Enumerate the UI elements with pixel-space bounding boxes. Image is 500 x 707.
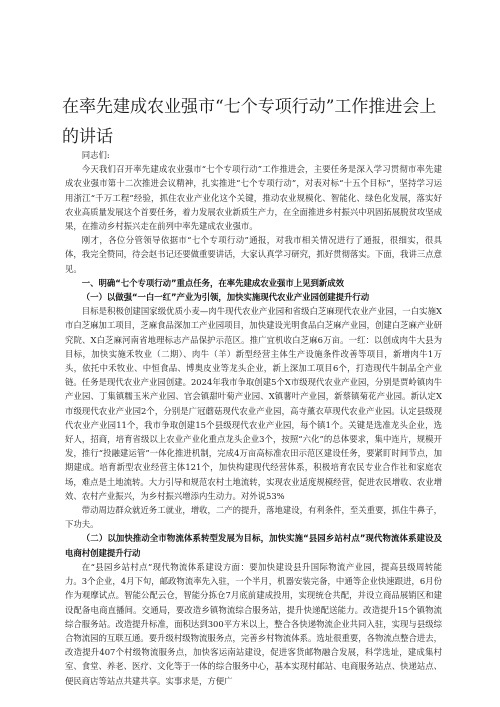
subsection-heading: （一）以做强“一白一红”产业为引领，加快实施现代农业产业园创建提升行动 (81, 292, 370, 303)
salutation: 同志们: (81, 150, 110, 160)
paragraph: 在“县园乡站村点”现代物流体系建设方面：要加快建设县升国际物流产业园，提高县级周转能力。3个企业，4月下旬，邮政物流率先入驻，一个半月，机器安装完备，中通等企业快速跟进，6月份作为观摩试点。智能公配云仓，智能分拣仓7月底前建成投用，实现统仓共配，并设立商品展销区和建设配备电商直播间。交通局，要改造乡镇物流综合服务站，提升快递配送能力。改造提升15个镇物流综合服务站。改造提升标准，面积达到300平方米以上，整合各快递物流企业共同入驻，实现与县级综合物流园的互联互通。要升级村级物流服务点，完善乡村物流体系。选址很重要，各物流点整合进去，改造提升407个村级物流服务点，加快客运南站建设，促进客货邮物融合发展，科学选址，建成集村室、食堂、养老、医疗、文化等于一体的综合服务中心，基本实现村邮站、电商服务站点、快递站点、便民商店等站点共建共享。实事求是，方便广 (65, 561, 442, 686)
paragraph: 带动周边群众就近务工就业，增收，二产的提升，落地建设，有利条件，至关重要，抓住牛鼻子，下功夫。 (65, 505, 442, 530)
subsection-heading: （二）以加快推动全市物流体系转型发展为目标，加快实施“县园乡站村点”现代物流体系建设及电商村创建提升行动 (65, 533, 442, 558)
document-body (65, 148, 442, 688)
paragraph: 刚才，各位分管领导依据市“七个专项行动”通报，对我市相关情况进行了通报，很细实，很具体，我完全赞同，待会赵书记还要做重要讲话，大家认真学习研究，抓好贯彻落实。下面，我讲三点意见。 (65, 235, 442, 274)
section-heading: 一、明确“七个专项行动”重点任务，在率先建成农业强市上见到新成效 (81, 277, 345, 288)
document-title: 在率先建成农业强市“七个专项行动”工作推进会上的讲话 (62, 97, 437, 147)
paragraph: 目标是积极创建国家级优质小麦—肉牛现代农业产业园和省级白芝麻现代农业产业园，一白实施X市白芝麻加工项目，芝麻食品深加工产业园项目，加快建设光明食品白芝麻产业园，创建白芝麻产业研究院、X白芝麻河南省地理标志产品保护示范区。推广宜机收白芝麻6万亩。一红：以创成肉牛大县为目标，加快实施禾牧业（二期）、肉牛（羊）新型经营主体生产设施条件改善等项目，新增肉牛1万头，依托中禾牧业、中恒食品、博奥皮业等龙头企业，新上深加工项目6个，打造现代牛制品全产业链。任务是现代农业产业园创建。2024年我市争取创建5个X市级现代农业产业园，分别是贾岭镇肉牛产业园、丁集镇糯玉米产业园、官会镇甜叶菊产业园、X镇薯叶产业园，新蔡镇菊花产业园。新认定X市级现代农业产业园2个，分别是广冠蘑菇现代农业产业园，高寺薰衣草现代农业产业园。认定县级现代农业产业园11个，我市争取创建15个县级现代农业产业园，每个镇1个。关键是选准龙头企业，选好人，招商，培育省级以上农业产业化重点龙头企业3个，按照“六化”的总体要求，集中连片，规模开发，推行“投融建运管”一体化推进机制，完成4万亩高标准农田示范区建设任务，要紧盯时间节点，加期建成。培育新型农业经营主体121个，加快构建现代经营体系，积极培育农民专业合作社和家庭农场，难点是土地流转。大力引导和规范农村土地流转，实现农业适度规模经营，促进农民增收、农业增效、农村产业振兴，为乡村振兴增添内生动力。对外说53% (65, 306, 442, 501)
paragraph: 今天我们召开率先建成农业强市“七个专项行动”工作推进会，主要任务是深入学习贯彻市率先建成农业强市第十二次推进会议精神，扎实推进“七个专项行动”，对表对标“十五个目标”，坚持学习运用浙江“千万工程”经验，抓住农业产业化这个关键，推动农业规模化、智能化、绿色化发展，落实好农业高质量发展这个首要任务，着力发展农业新质生产力，在全面推进乡村振兴中巩固拓展脱贫攻坚成果，在推动乡村振兴走在前列中率先建成农业强市。 (65, 164, 442, 232)
